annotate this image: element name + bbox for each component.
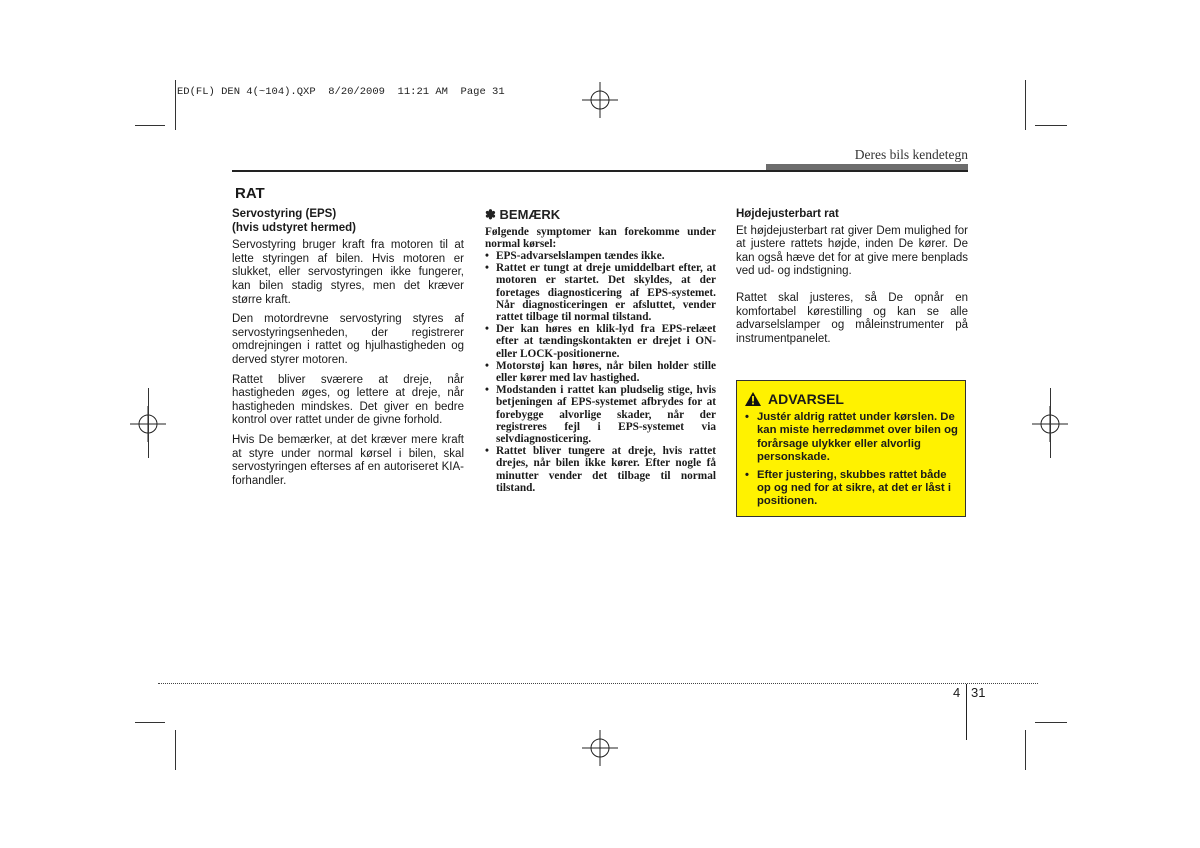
list-item: • Efter justering, skubbes rattet både op og ned for at sikre, at det er låst i positionen.: [745, 469, 959, 509]
crop-mark: [175, 80, 176, 130]
warning-list: [737, 411, 965, 509]
column-eps: [232, 208, 464, 494]
footer-divider: [966, 684, 967, 740]
paragraph: Rattet skal justeres, så De opnår en komfortabel kørestilling og kan se alle advarselslamper og måleinstrumenter på instrumentpanelet.: [736, 291, 968, 345]
note-list: [485, 250, 716, 494]
crop-mark: [1035, 125, 1067, 126]
header-rule: [232, 170, 968, 172]
warning-title: [744, 391, 965, 407]
warning-title-text: ADVARSEL: [768, 391, 844, 407]
column-note: [485, 208, 716, 494]
main-heading: RAT: [235, 185, 265, 202]
crop-mark: [135, 722, 165, 723]
registration-mark-icon: [582, 82, 618, 118]
paragraph: Den motordrevne servostyring styres af servostyringsenheden, der registrerer omdrejningen i rattet og hjulhastigheden og derved styrer motoren.: [232, 313, 464, 366]
registration-mark-icon: [582, 730, 618, 766]
paragraph: Servostyring bruger kraft fra motoren til at lette styringen af bilen. Hvis motoren er slukket, eller servostyringen ikke fungerer, kan bilen stadig styres, men det kræver større kraft.: [232, 239, 464, 306]
note-intro: Følgende symptomer kan forekomme under normal kørsel:: [485, 225, 716, 250]
warning-box: [736, 380, 966, 517]
chapter-number: 4: [953, 685, 961, 700]
section-title: Deres bils kendetegn: [854, 147, 968, 162]
note-body: [485, 226, 716, 494]
list-item: • Motorstøj kan høres, når bilen holder stille eller kører med lav hastighed.: [485, 360, 716, 384]
warning-triangle-icon: [744, 391, 762, 407]
side-mark: [148, 388, 149, 458]
header-rule-bar: [766, 164, 968, 170]
list-item: • EPS-advarselslampen tændes ikke.: [485, 250, 716, 262]
crop-mark: [1025, 80, 1026, 130]
crop-mark: [135, 125, 165, 126]
tilt-subheading: Højdejusterbart rat: [736, 208, 839, 220]
crop-mark: [1035, 722, 1067, 723]
list-item: • Justér aldrig rattet under kørslen. De kan miste herredømmet over bilen og forårsage ulykker eller alvorlig personskade.: [745, 411, 959, 465]
paragraph: Rattet bliver sværere at dreje, når hastigheden øges, og lettere at dreje, når hastigheden mindskes. Det giver en bedre kontrol over rattet under de givne forhold.: [232, 373, 464, 427]
paragraph: Et højdejusterbart rat giver Dem mulighed for at justere rattets højde, inden De kører. De kan også hæve det for at give mere benplads ved ud- og indstigning.: [736, 224, 968, 278]
list-item: • Rattet er tungt at dreje umiddelbart efter, at motoren er startet. Det skyldes, at der foretages diagnosticering af EPS-systemet. Når diagnosticeringen er afsluttet, vender rattet tilbage til normal tilstand.: [485, 262, 716, 323]
column-tilt: [736, 208, 968, 352]
page-number: 31: [971, 685, 986, 700]
paragraph: Hvis De bemærker, at det kræver mere kraft at styre under normal kørsel i bilen, skal servostyringen efterses af en autoriseret KIA-forhandler.: [232, 433, 464, 487]
eps-subheading: Servostyring (EPS) (hvis udstyret hermed): [232, 208, 356, 234]
crop-mark: [175, 730, 176, 770]
list-item: • Rattet bliver tungere at dreje, hvis rattet drejes, når bilen ikke kører. Efter nogle få minutter vender det tilbage til normal tilstand.: [485, 445, 716, 494]
side-mark: [1050, 388, 1051, 458]
print-slug: ED(FL) DEN 4(~104).QXP 8/20/2009 11:21 AM Page 31: [177, 86, 505, 98]
crop-mark: [1025, 730, 1026, 770]
footer-rule: [158, 683, 1038, 684]
note-title: ✽ BEMÆRK: [485, 207, 561, 222]
list-item: • Der kan høres en klik-lyd fra EPS-relæet efter at tændingskontakten er drejet i ON- eller LOCK-positionerne.: [485, 323, 716, 360]
list-item: • Modstanden i rattet kan pludselig stige, hvis betjeningen af EPS-systemet afbrydes for at forebygge alvorlige skader, når der registreres fejl i EPS-systemet via selvdiagnosticering.: [485, 384, 716, 445]
